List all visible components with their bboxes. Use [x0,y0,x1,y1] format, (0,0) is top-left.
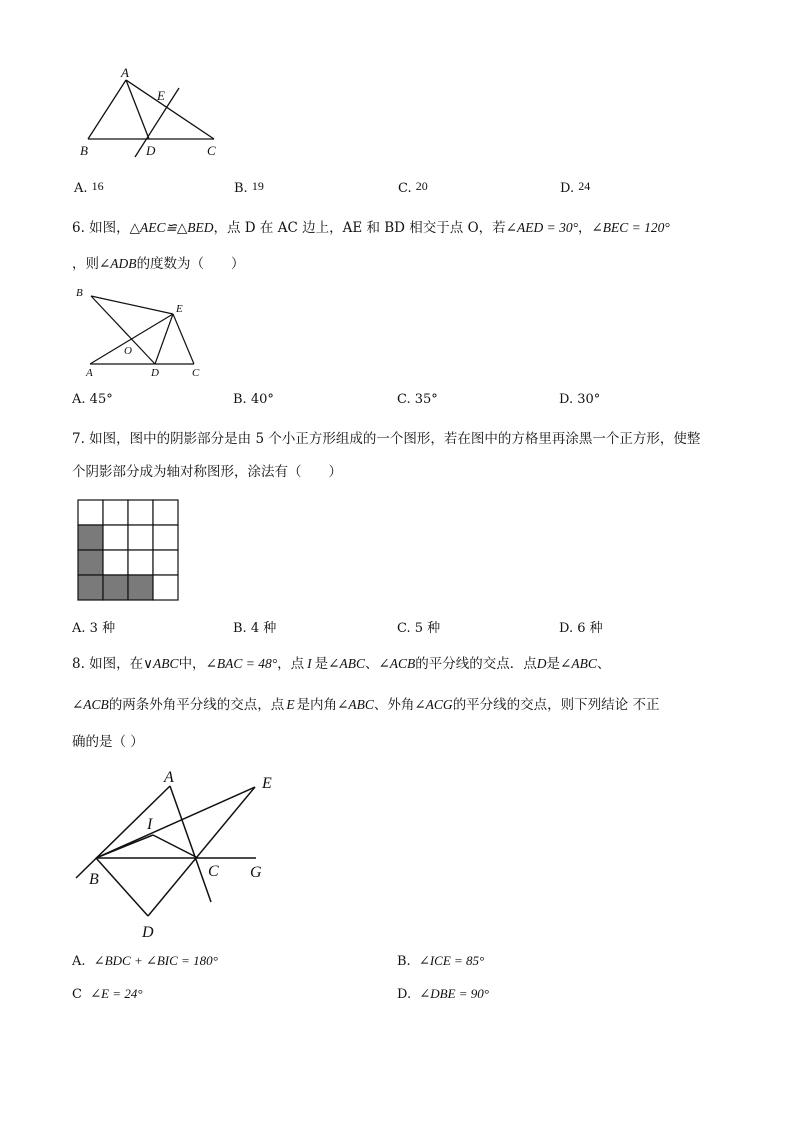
q8-stem-line1: 8. 如图，在∨ABC中，∠BAC = 48°，点 I 是∠ABC、∠ACB的平分线的交点．点D是∠ABC、 [72,656,611,672]
q5-label-B: B [80,143,88,158]
q7-stem-line1: 7. 如图，图中的阴影部分是由 5 个小正方形组成的一个图形，若在图中的方格里再涂黑一个正方形，使整 [72,431,701,447]
grid-cell-shaded [78,575,103,600]
q8-label-E: E [262,775,272,792]
q7-grid-figure [77,499,179,601]
q6-label-B: B [76,287,83,299]
q7-option-a[interactable]: A. 3 种 [72,621,116,636]
q5-option-a[interactable]: A. 16 [74,179,104,196]
grid-cell [128,500,153,525]
q5-option-b[interactable]: B. 19 [234,179,264,196]
grid-cell [103,500,128,525]
grid-cell-shaded [103,575,128,600]
q5-option-d[interactable]: D. 24 [560,179,591,196]
q7-option-c[interactable]: C. 5 种 [397,621,441,636]
q8-stem-line3: 确的是（ ） [72,734,144,750]
q7-option-d[interactable]: D. 6 种 [559,621,603,636]
q8-option-a[interactable]: A. ∠BDC + ∠BIC = 180° [72,953,218,969]
grid-cell [153,500,178,525]
grid-cell [128,550,153,575]
q6-option-d[interactable]: D. 30° [559,392,601,407]
q5-label-D: D [146,143,156,158]
grid-cell-shaded [78,550,103,575]
q8-label-I: I [147,816,153,833]
q8-option-d[interactable]: D. ∠DBE = 90° [397,986,489,1002]
q8-option-c[interactable]: C ∠E = 24° [72,986,143,1002]
q6-figure [70,283,210,383]
grid-cell [153,525,178,550]
q5-label-C: C [207,143,216,158]
q5-label-A: A [121,65,129,80]
q5-option-c[interactable]: C. 20 [398,179,428,196]
grid-cell-shaded [78,525,103,550]
q7-option-b[interactable]: B. 4 种 [233,621,277,636]
q8-stem-line2: ∠ACB的两条外角平分线的交点，点 E 是内角∠ABC、外角∠ACG的平分线的交点，则下列结论 不正 [72,697,660,713]
grid-cell [153,550,178,575]
grid-cell-shaded [128,575,153,600]
q6-stem-line1: 6. 如图，△AEC≌△BED，点 D 在 AC 边上，AE 和 BD 相交于点 O，若∠AED = 30°，∠BEC = 120° [72,220,670,236]
grid-cell [103,525,128,550]
q6-label-C: C [192,367,200,379]
q6-label-D: D [151,367,159,379]
q8-figure [70,765,285,945]
q5-figure [70,60,240,165]
q8-option-b[interactable]: B. ∠ICE = 85° [397,953,485,969]
grid-cell [103,550,128,575]
q8-label-G: G [250,864,262,881]
q8-label-B: B [89,871,99,888]
q6-option-b[interactable]: B. 40° [233,392,274,407]
q6-option-c[interactable]: C. 35° [397,392,438,407]
q8-label-C: C [208,863,219,880]
q8-label-D: D [142,924,154,941]
q6-label-E: E [176,303,183,315]
q6-option-a[interactable]: A. 45° [72,392,113,407]
grid-cell [153,575,178,600]
grid-cell [78,500,103,525]
q8-label-A: A [164,769,174,786]
grid-cell [128,525,153,550]
q6-label-A: A [86,367,93,379]
q6-label-O: O [124,345,132,357]
q7-stem-line2: 个阴影部分成为轴对称图形，涂法有（ ） [72,464,342,480]
q6-stem-line2: ，则∠ADB的度数为（ ） [72,256,245,272]
q5-label-E: E [157,88,165,103]
